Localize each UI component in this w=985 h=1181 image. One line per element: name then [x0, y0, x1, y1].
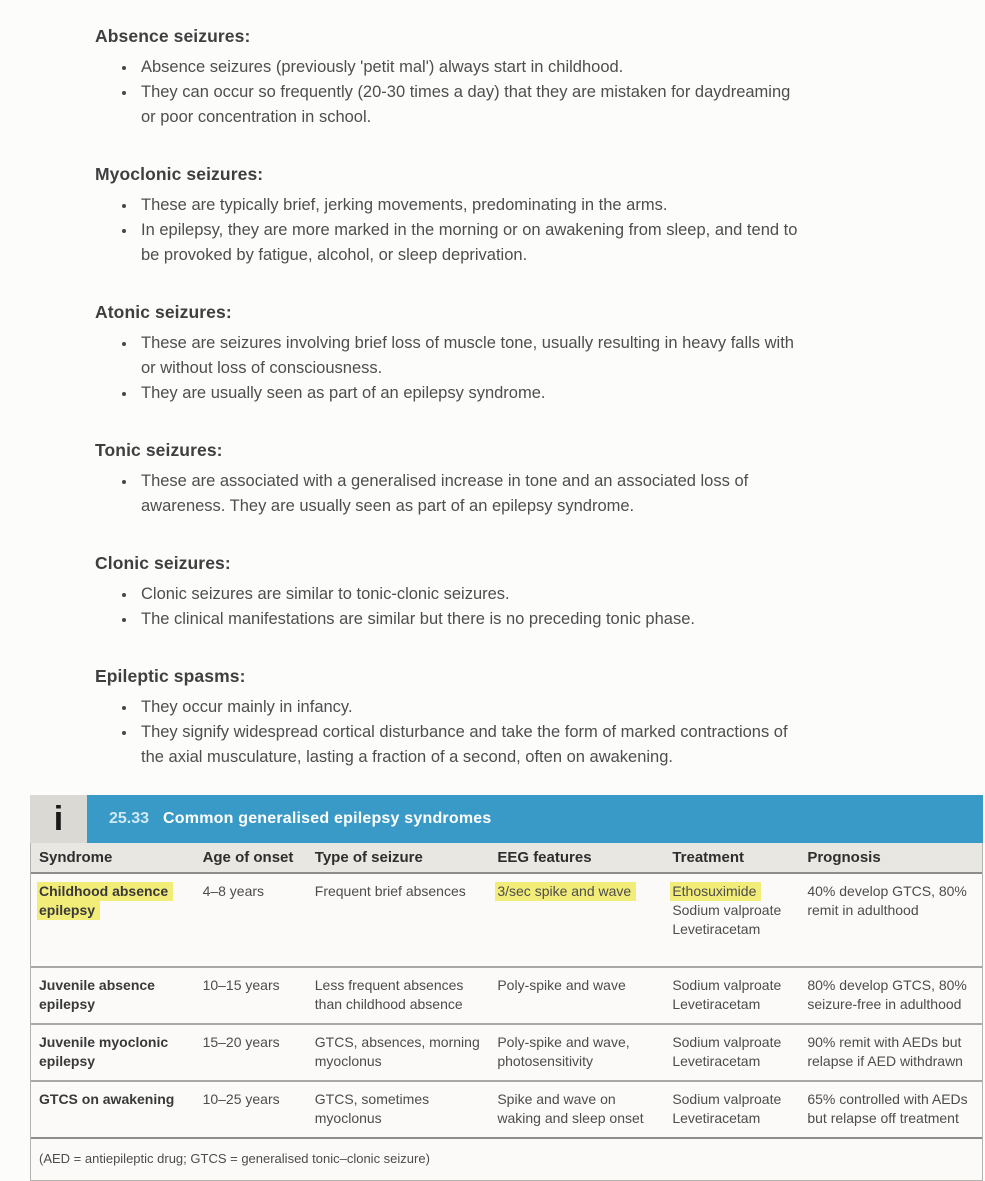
section-myoclonic-seizures [95, 162, 945, 268]
table-row [31, 1080, 982, 1137]
bullet-item: • In epilepsy, they are more marked in the morning or on awakening from sleep, and tend to be provoked by fatigue, alcohol, or sleep deprivation. [137, 218, 802, 268]
cell-eeg-features [489, 874, 664, 966]
treatment-item: Levetiracetam [672, 1053, 761, 1069]
bullet-list [95, 469, 945, 519]
column-header-type-of-seizure: Type of seizure [314, 849, 423, 866]
bullet-item: • Absence seizures (previously 'petit mal') always start in childhood. [137, 55, 802, 80]
cell-treatment [664, 874, 799, 966]
bullet-list [95, 582, 945, 632]
bullet-list [95, 331, 945, 406]
table-footnote: (AED = antiepileptic drug; GTCS = generalised tonic–clonic seizure) [31, 1137, 982, 1180]
bullet-item: • The clinical manifestations are similar but there is no preceding tonic phase. [137, 607, 802, 632]
table-number: 25.33 [109, 810, 150, 827]
bullet-item: • These are seizures involving brief loss of muscle tone, usually resulting in heavy falls with or without loss of consciousness. [137, 331, 802, 381]
cell-type-of-seizure: GTCS, absences, morning myoclonus [314, 1034, 480, 1069]
cell-prognosis: 65% controlled with AEDs but relapse off treatment [807, 1091, 968, 1126]
cell-age-of-onset: 10–25 years [202, 1091, 280, 1107]
bullet-item: • These are associated with a generalised increase in tone and an associated loss of awareness. They are usually seen as part of an epilepsy syndrome. [137, 469, 802, 519]
bullet-list [95, 695, 945, 770]
cell-eeg-features: Poly-spike and wave [497, 977, 626, 993]
table-row [31, 874, 982, 966]
bullet-list [95, 55, 945, 130]
column-header-eeg-features: EEG features [497, 849, 592, 866]
column-header-prognosis: Prognosis [807, 849, 881, 866]
bullet-item: • They signify widespread cortical disturbance and take the form of marked contractions of the axial musculature, lasting a fraction of a second, often on awakening. [137, 720, 802, 770]
table-row [31, 1023, 982, 1080]
section-heading: Atonic seizures: [95, 302, 232, 322]
cell-prognosis: 80% develop GTCS, 80% seizure-free in adulthood [807, 977, 967, 1012]
section-tonic-seizures [95, 438, 945, 519]
bullet-item: • They occur mainly in infancy. [137, 695, 802, 720]
section-heading: Absence seizures: [95, 26, 251, 46]
bullet-list [95, 193, 945, 268]
cell-treatment [664, 968, 799, 1023]
treatment-item: Levetiracetam [672, 996, 761, 1012]
section-epileptic-spasms [95, 664, 945, 770]
column-header-treatment: Treatment [672, 849, 745, 866]
cell-type-of-seizure: Frequent brief absences [314, 883, 466, 899]
cell-age-of-onset: 4–8 years [202, 883, 265, 899]
cell-age-of-onset: 15–20 years [202, 1034, 280, 1050]
treatment-item [672, 882, 793, 901]
section-heading: Epileptic spasms: [95, 666, 246, 686]
section-heading: Tonic seizures: [95, 440, 223, 460]
cell-type-of-seizure: GTCS, sometimes myoclonus [314, 1091, 430, 1126]
treatment-item: Sodium valproate [672, 1034, 782, 1050]
info-table-header [30, 795, 983, 843]
highlighted-text: Ethosuximide [670, 882, 761, 901]
highlighted-text: 3/sec spike and wave [495, 882, 636, 901]
cell-prognosis: 90% remit with AEDs but relapse if AED withdrawn [807, 1034, 963, 1069]
section-heading: Clonic seizures: [95, 553, 231, 573]
cell-prognosis: 40% develop GTCS, 80% remit in adulthood [807, 883, 967, 918]
column-header-age-of-onset: Age of onset [202, 849, 294, 866]
table-row [31, 966, 982, 1023]
cell-treatment [664, 1025, 799, 1080]
table-title: Common generalised epilepsy syndromes [163, 810, 492, 827]
cell-eeg-features: Spike and wave on waking and sleep onset [497, 1091, 644, 1126]
cell-treatment [664, 1082, 799, 1137]
cell-syndrome: Juvenile absence epilepsy [39, 977, 155, 1012]
cell-eeg-features: Poly-spike and wave, photosensitivity [497, 1034, 630, 1069]
column-header-syndrome: Syndrome [39, 849, 113, 866]
cell-syndrome: GTCS on awakening [39, 1091, 175, 1107]
table-header-row [31, 843, 982, 874]
section-atonic-seizures [95, 300, 945, 406]
info-table-25-33 [30, 795, 983, 1181]
treatment-item: Sodium valproate [672, 977, 782, 993]
section-heading: Myoclonic seizures: [95, 164, 264, 184]
treatment-item: Sodium valproate [672, 1091, 782, 1107]
cell-age-of-onset: 10–15 years [202, 977, 280, 993]
bullet-item: • They can occur so frequently (20-30 times a day) that they are mistaken for daydreaming or poor concentration in school. [137, 80, 802, 130]
treatment-item: Levetiracetam [672, 921, 761, 937]
info-table-title-bar [87, 795, 983, 843]
info-icon: i [30, 795, 87, 843]
cell-type-of-seizure: Less frequent absences than childhood absence [314, 977, 464, 1012]
bullet-item: • Clonic seizures are similar to tonic-clonic seizures. [137, 582, 802, 607]
syndromes-table [30, 843, 983, 1181]
bullet-item: • These are typically brief, jerking movements, predominating in the arms. [137, 193, 802, 218]
cell-syndrome: Juvenile myoclonic epilepsy [39, 1034, 169, 1069]
section-clonic-seizures [95, 551, 945, 632]
treatment-item: Sodium valproate [672, 902, 782, 918]
bullet-item: • They are usually seen as part of an epilepsy syndrome. [137, 381, 802, 406]
section-absence-seizures [95, 24, 945, 130]
cell-syndrome [31, 874, 195, 966]
highlighted-text: Childhood absence epilepsy [37, 882, 173, 920]
treatment-item: Levetiracetam [672, 1110, 761, 1126]
